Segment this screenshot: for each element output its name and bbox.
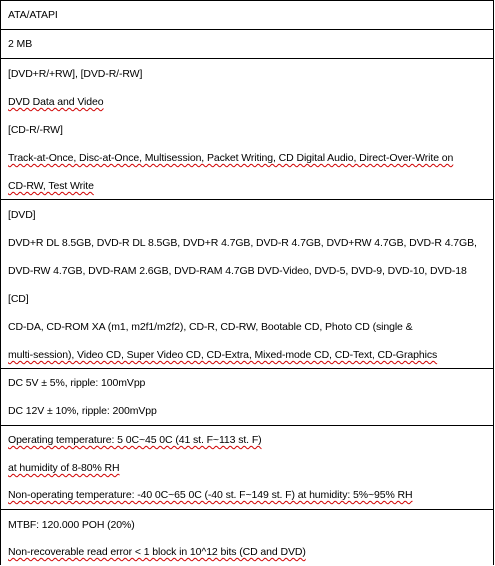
write-formats-cd-modes-cont: CD-RW, Test Write (8, 180, 94, 192)
interface-value: ATA/ATAPI (8, 9, 58, 21)
read-formats-cd-line1: CD-DA, CD-ROM XA (m1, m2f1/m2f2), CD-R, CD-RW, Bootable CD, Photo CD (single & (8, 321, 413, 333)
interface-row (1, 1, 493, 30)
power-row (1, 369, 493, 426)
write-formats-row (1, 59, 493, 200)
write-formats-dvd: [DVD+R/+RW], [DVD-R/-RW] (8, 68, 143, 80)
operating-temperature: Operating temperature: 5 0C~45 0C (41 st. F~113 st. F) (8, 434, 262, 446)
read-error-rate: Non-recoverable read error < 1 block in 10^12 bits (CD and DVD) (8, 546, 306, 558)
write-formats-cd: [CD-R/-RW] (8, 124, 63, 136)
read-formats-dvd-line1: DVD+R DL 8.5GB, DVD-R DL 8.5GB, DVD+R 4.7GB, DVD-R 4.7GB, DVD+RW 4.7GB, DVD-R 4.7GB, (8, 237, 477, 249)
read-formats-row (1, 200, 493, 369)
operating-humidity: at humidity of 8-80% RH (8, 462, 120, 474)
mtbf-value: MTBF: 120.000 POH (20%) (8, 519, 135, 531)
buffer-row (1, 30, 493, 59)
power-12v: DC 12V ± 10%, ripple: 200mVpp (8, 405, 157, 417)
read-formats-dvd-line2: DVD-RW 4.7GB, DVD-RAM 2.6GB, DVD-RAM 4.7GB DVD-Video, DVD-5, DVD-9, DVD-10, DVD-18 (8, 265, 467, 277)
power-5v: DC 5V ± 5%, ripple: 100mVpp (8, 377, 146, 389)
non-operating-temperature: Non-operating temperature: -40 0C~65 0C (-40 st. F~149 st. F) at humidity: 5%~95% RH (8, 489, 413, 501)
write-formats-cd-modes: Track-at-Once, Disc-at-Once, Multisession, Packet Writing, CD Digital Audio, Direct-Over-Write on (8, 152, 454, 164)
reliability-row (1, 510, 493, 566)
read-formats-cd-heading: [CD] (8, 293, 29, 305)
environment-row (1, 426, 493, 510)
read-formats-dvd-heading: [DVD] (8, 209, 36, 221)
read-formats-cd-line2: multi-session), Video CD, Super Video CD, CD-Extra, Mixed-mode CD, CD-Text, CD-Graphics (8, 349, 438, 361)
buffer-value: 2 MB (8, 38, 33, 50)
write-formats-dvd-type: DVD Data and Video (8, 96, 104, 108)
